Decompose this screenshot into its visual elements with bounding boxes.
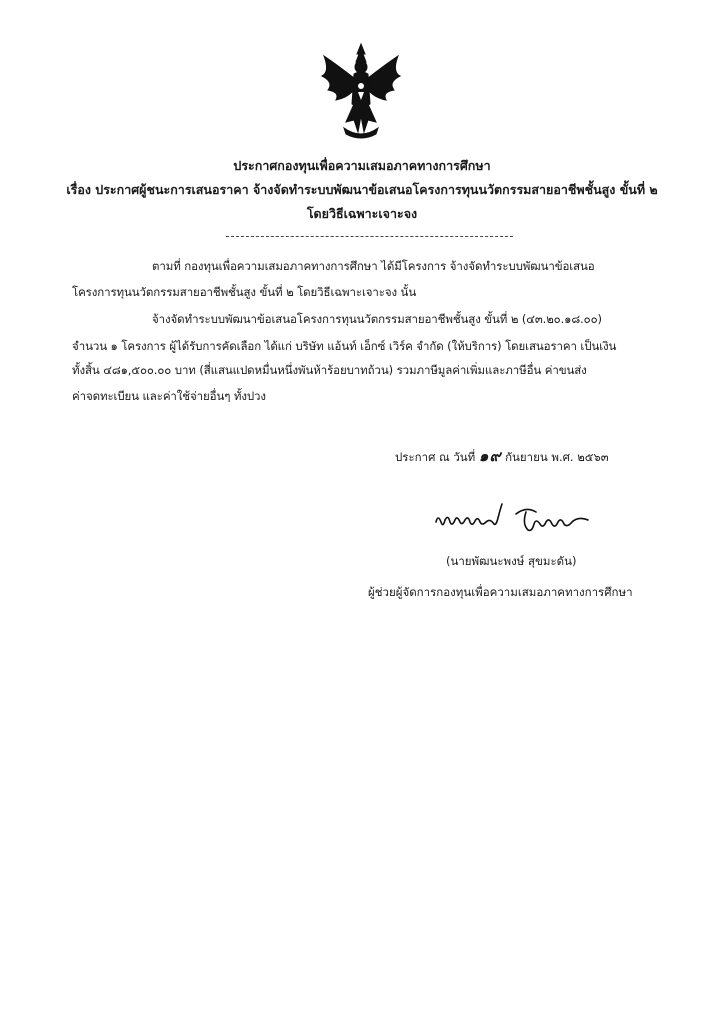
- body-line: จำนวน ๑ โครงการ ผู้ได้รับการคัดเลือก ได้แก่ บริษัท แอ้นท์ เอ็กซ์ เวิร์ค จำกัด (ให้บริการ) โดยเสนอราคา เป็นเงิน: [72, 339, 617, 353]
- dashed-divider: [226, 236, 513, 237]
- announcement-heading: ประกาศกองทุนเพื่อความเสมอภาคทางการศึกษา: [233, 158, 491, 173]
- procurement-method: โดยวิธีเฉพาะเจาะจง: [306, 206, 418, 221]
- signatory-position: ผู้ช่วยผู้จัดการกองทุนเพื่อความเสมอภาคทางการศึกษา: [368, 585, 633, 599]
- body-line: โครงการทุนนวัตกรรมสายอาชีพชั้นสูง ขั้นที่ ๒ โดยวิธีเฉพาะเจาะจง นั้น: [72, 285, 417, 299]
- announcement-subject: เรื่อง ประกาศผู้ชนะการเสนอราคา จ้างจัดทำระบบพัฒนาข้อเสนอโครงการทุนนวัตกรรมสายอาชีพชั้นสูง ขั้นที่ ๒: [66, 182, 658, 197]
- date-prefix: ประกาศ ณ วันที่: [395, 450, 476, 464]
- body-line: ทั้งสิ้น ๔๘๑,๕๐๐.๐๐ บาท (สี่แสนแปดหมื่นหนึ่งพันห้าร้อยบาทถ้วน) รวมภาษีมูลค่าเพิ่มและภาษีอื่น ค่าขนส่ง: [72, 363, 587, 377]
- body-line: ตามที่ กองทุนเพื่อความเสมอภาคทางการศึกษา ได้มีโครงการ จ้างจัดทำระบบพัฒนาข้อเสนอ: [152, 259, 595, 273]
- signatory-name: (นายพัฒนะพงษ์ สุขมะดัน): [446, 554, 577, 568]
- handwritten-day: ๑๙: [478, 447, 502, 465]
- date-month-year: กันยายน พ.ศ. ๒๕๖๓: [505, 450, 609, 464]
- body-line: จ้างจัดทำระบบพัฒนาข้อเสนอโครงการทุนนวัตกรรมสายอาชีพชั้นสูง ขั้นที่ ๒ (๔๓.๒๐.๑๘.๐๐): [152, 312, 602, 326]
- body-line: ค่าจดทะเบียน และค่าใช้จ่ายอื่นๆ ทั้งปวง: [72, 389, 266, 403]
- handwritten-signature: [432, 500, 602, 540]
- garuda-emblem-icon: [316, 42, 406, 142]
- announcement-date: [395, 444, 609, 468]
